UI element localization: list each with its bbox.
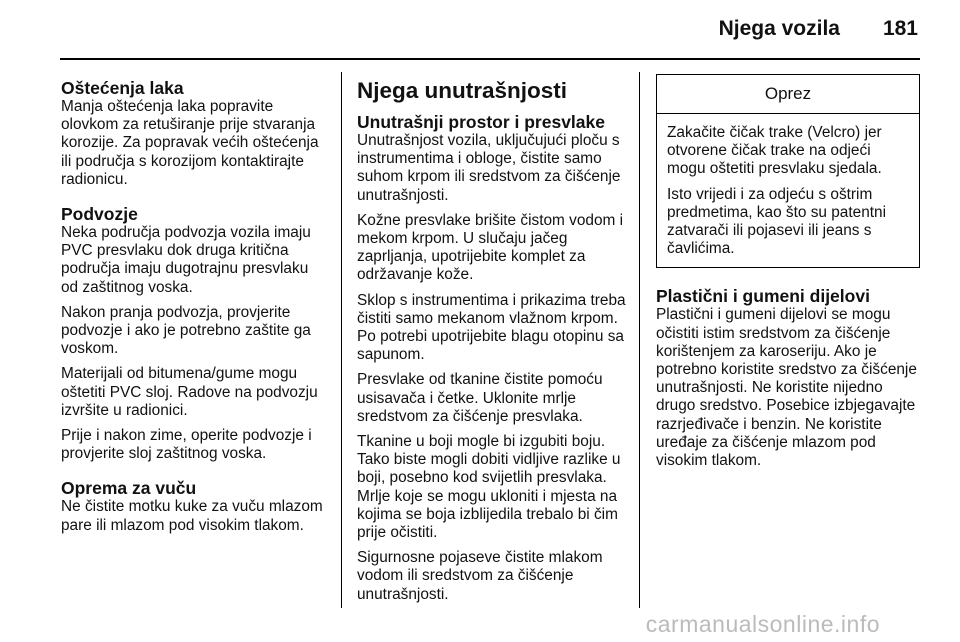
paragraph: Nakon pranja podvozja, provjerite podvozje i ako je potrebno zaštite ga voskom.: [61, 303, 311, 358]
column-divider-1: [341, 72, 342, 608]
paragraph: Zakačite čičak trake (Velcro) jer otvorene čičak trake na odjeći mogu oštetiti presvlaku sjedala.: [667, 124, 882, 178]
paragraph: Presvlake od tkanine čistite pomoću usisavača i četke. Uklonite mrlje sredstvom za čišćenje presvlaka.: [357, 371, 603, 425]
header-rule: [60, 58, 920, 60]
column-1: [61, 78, 329, 550]
paragraph: Ne čistite motku kuke za vuču mlazom pare ili mlazom pod visokim tlakom.: [61, 498, 323, 534]
section-heading: Podvozje: [61, 204, 138, 225]
chapter-title: Njega unutrašnjosti: [357, 78, 568, 103]
section-heading: Unutrašnji prostor i presvlake: [357, 112, 605, 132]
header-title: Njega vozila: [718, 17, 840, 40]
column-2: [357, 78, 627, 611]
paragraph: Prije i nakon zime, operite podvozje i provjerite sloj zaštitnog voska.: [61, 427, 312, 463]
watermark: carmanualsonline.info: [645, 611, 880, 637]
paragraph: Neka područja podvozja vozila imaju PVC presvlaku dok druga kritična područja imaju dugotrajnu presvlaku od zaštitnog voska.: [61, 224, 311, 296]
paragraph: Unutrašnjost vozila, uključujući ploču s instrumentima i obloge, čistite samo suhom krpom ili sredstvom za čišćenje unutrašnjosti.: [357, 132, 621, 204]
column-3: [656, 78, 926, 477]
caution-title: Oprez: [657, 75, 919, 114]
section-paint-damage: [61, 78, 329, 189]
section-plastic-rubber: [656, 286, 926, 470]
section-heading: Plastični i gumeni dijelovi: [656, 286, 870, 307]
section-underbody: [61, 204, 329, 463]
paragraph: Sigurnosne pojaseve čistite mlakom vodom ili sredstvom za čišćenje unutrašnjosti.: [357, 549, 603, 603]
paragraph: Isto vrijedi i za odjeću s oštrim predmetima, kao što su patentni zatvarači ili pojasevi ili jeans s čavlićima.: [667, 185, 887, 258]
page-header: [0, 0, 960, 60]
paragraph: Kožne presvlake brišite čistom vodom i mekom krpom. U slučaju jačeg zaprljanja, upotrijebite komplet za održavanje kože.: [357, 211, 624, 284]
section-heading: Oštećenja laka: [61, 78, 184, 98]
column-divider-2: [639, 72, 640, 608]
section-heading: Oprema za vuču: [61, 478, 197, 499]
caution-body: [657, 114, 919, 267]
caution-box: [656, 74, 920, 268]
paragraph: Sklop s instrumentima i prikazima treba čistiti samo mekanom vlažnom krpom. Po potrebi upotrijebite blagu otopinu sa sapunom.: [357, 291, 626, 364]
paragraph: Manja oštećenja laka popravite olovkom za retuširanje prije stvaranja korozije. Za popravak većih oštećenja ili područja s korozijom kontaktirajte radionicu.: [61, 98, 319, 188]
paragraph: Plastični i gumeni dijelovi se mogu očistiti istim sredstvom za čišćenje korištenjem za karoseriju. Ako je potrebno koristite sredstvo za čišćenje unutrašnjosti. Ne koristite nijedno drugo sredstvo. Posebice izbjegavajte razrjeđivače i benzin. Ne koristite uređaje za čišćenje mlazom pod visokim tlakom.: [656, 306, 917, 470]
paragraph: Materijali od bitumena/gume mogu oštetiti PVC sloj. Radove na podvozju izvršite u radionici.: [61, 365, 318, 419]
paragraph: Tkanine u boji mogle bi izgubiti boju. Tako biste mogli dobiti vidljive razlike u boji, posebno kod svijetlih presvlaka. Mrlje koje se mogu ukloniti i mjesta na kojima se boja izblijedila trebalo bi čim prije očistiti.: [357, 433, 621, 542]
section-towing-equipment: [61, 478, 329, 534]
page-number: 181: [882, 17, 918, 40]
